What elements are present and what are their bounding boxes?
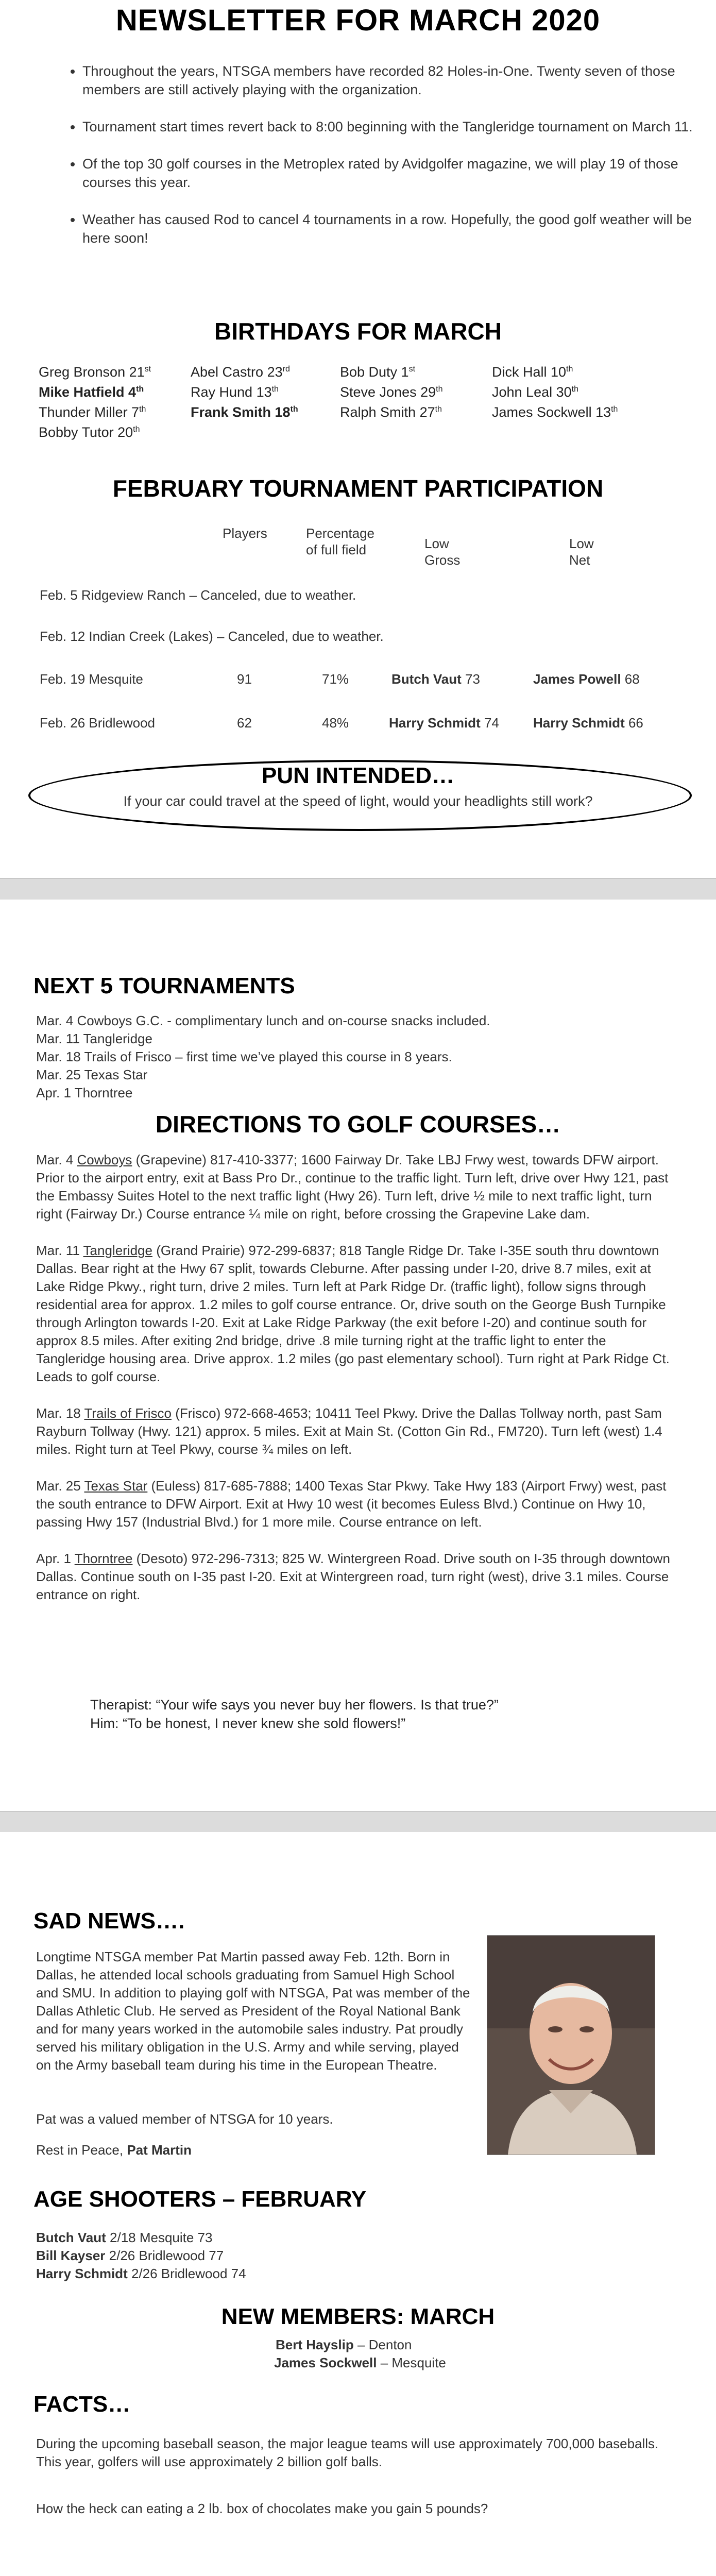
- participation-table: [0, 526, 716, 783]
- directions-title: DIRECTIONS TO GOLF COURSES…: [155, 1111, 561, 1138]
- next5-list: [36, 1012, 680, 1102]
- row-label: Feb. 19 Mesquite: [40, 671, 143, 687]
- sad-news-title: SAD NEWS….: [33, 1908, 185, 1934]
- new-members-list: [276, 2336, 446, 2372]
- announcement-item: • Weather has caused Rod to cancel 4 tournaments in a row. Hopefully, the good golf weather will be here soon!: [82, 210, 716, 247]
- birthday-entry: Dick Hall 10th: [492, 364, 573, 380]
- age-shooter: Bill Kayser 2/26 Bridlewood 77: [36, 2248, 224, 2263]
- next5-item: Mar. 18 Trails of Frisco – first time we’ve played this course in 8 years.: [36, 1049, 452, 1064]
- row-label: Feb. 12 Indian Creek (Lakes) – Canceled, due to weather.: [40, 629, 384, 644]
- birthday-entry: Steve Jones 29th: [340, 384, 443, 400]
- announcement-item: • Of the top 30 golf courses in the Metroplex rated by Avidgolfer magazine, we will play 19 of those courses this year.: [82, 155, 716, 192]
- row-label: Feb. 5 Ridgeview Ranch – Canceled, due to weather.: [40, 587, 356, 603]
- course-name: Thorntree: [74, 1551, 133, 1566]
- direction-item: Mar. 25 Texas Star (Euless) 817-685-7888; 1400 Texas Star Pkwy. Take Hwy 183 (Airport Frwy) west, past the south entrance to DFW Airport. Exit at Hwy 10 west (it becomes Euless Blvd.) Continue on Hwy 10, passing Hwy 157 (Industrial Blvd.) for 1 more mile. Course entrance on left.: [36, 1478, 667, 1530]
- header-players: Players: [223, 526, 267, 541]
- therapist-joke: [90, 1696, 657, 1733]
- row-players: 62: [237, 715, 252, 731]
- page-3: [0, 1832, 716, 2576]
- birthdays-list: [39, 361, 646, 441]
- row-low-gross: Harry Schmidt 74: [389, 715, 499, 731]
- announcement-item: • Tournament start times revert back to 8:00 beginning with the Tangleridge tournament on March 11.: [82, 117, 716, 136]
- header-low-net: Low: [569, 536, 594, 551]
- next5-item: Mar. 4 Cowboys G.C. - complimentary lunch and on-course snacks included.: [36, 1013, 490, 1028]
- birthday-entry: Mike Hatfield 4th: [39, 384, 144, 400]
- row-percentage: 48%: [322, 715, 349, 731]
- row-percentage: 71%: [322, 671, 349, 687]
- age-shooters-list: [36, 2229, 246, 2283]
- birthday-entry: Bob Duty 1st: [340, 364, 416, 380]
- birthday-entry: John Leal 30th: [492, 384, 578, 400]
- new-member: James Sockwell – Mesquite: [274, 2355, 446, 2370]
- pat-martin-photo: [487, 1935, 655, 2155]
- row-label: Feb. 26 Bridlewood: [40, 715, 156, 731]
- next5-title: NEXT 5 TOURNAMENTS: [33, 973, 295, 998]
- header-gross: Gross: [424, 552, 461, 568]
- next5-item: Mar. 11 Tangleridge: [36, 1031, 152, 1046]
- header-net: Net: [569, 552, 590, 568]
- age-shooter: Butch Vaut 2/18 Mesquite 73: [36, 2230, 213, 2245]
- birthday-entry: Thunder Miller 7th: [39, 404, 146, 420]
- sad-news-text: Longtime NTSGA member Pat Martin passed away Feb. 12th. Born in Dallas, he attended local schools graduating from Samuel High School and SMU. In addition to playing golf with NTSGA, Pat was member of the Dallas Athletic Club. He served as President of the Royal National Bank and for many years worked in the automobile sales industry. Pat proudly served his military obligation in the U.S. Army and while serving, played on the Army baseball team during his time in the European Theatre.: [36, 1949, 470, 2073]
- announcement-list: [36, 62, 716, 266]
- facts-text2: How the heck can eating a 2 lb. box of chocolates make you gain 5 pounds?: [36, 2501, 488, 2516]
- birthday-entry: James Sockwell 13th: [492, 404, 618, 420]
- page-divider: [0, 878, 716, 900]
- rest-in-peace: Rest in Peace, Pat Martin: [36, 2142, 192, 2158]
- birthday-entry: Abel Castro 23rd: [191, 364, 290, 380]
- course-name: Texas Star: [84, 1478, 148, 1494]
- row-low-gross: Butch Vaut 73: [391, 671, 480, 687]
- next5-item: Mar. 25 Texas Star: [36, 1067, 148, 1082]
- row-low-net: James Powell 68: [533, 671, 640, 687]
- facts-text: During the upcoming baseball season, the major league teams will use approximately 700,000 baseballs. This year, golfers will use approximately 2 billion golf balls.: [36, 2436, 659, 2469]
- new-member: Bert Hayslip – Denton: [276, 2337, 412, 2352]
- facts-title: FACTS…: [33, 2392, 131, 2417]
- course-name: Trails of Frisco: [84, 1405, 172, 1421]
- new-members-title: NEW MEMBERS: MARCH: [221, 2304, 495, 2329]
- age-shooters-title: AGE SHOOTERS – FEBRUARY: [33, 2187, 367, 2212]
- newsletter-title: NEWSLETTER FOR MARCH 2020: [115, 4, 601, 37]
- page-2: [0, 900, 716, 1811]
- joke-line: Him: “To be honest, I never knew she sold flowers!”: [90, 1716, 406, 1731]
- birthday-entry: Bobby Tutor 20th: [39, 425, 140, 440]
- birthday-entry: Ray Hund 13th: [191, 384, 279, 400]
- page-divider: [0, 1811, 716, 1833]
- birthday-entry: Frank Smith 18th: [191, 404, 298, 420]
- participation-title: FEBRUARY TOURNAMENT PARTICIPATION: [112, 475, 604, 502]
- page-1: [0, 0, 716, 878]
- joke-line: Therapist: “Your wife says you never buy her flowers. Is that true?”: [90, 1697, 499, 1713]
- direction-item: Mar. 4 Cowboys (Grapevine) 817-410-3377; 1600 Fairway Dr. Take LBJ Frwy west, towards DFW airport. Prior to the airport entry, exit at Bass Pro Dr., continue to the traffic light. Turn left, drive over Hwy 121, past the Embassy Suites Hotel to the next traffic light (Hwy 26). Turn left, drive ½ mile to next traffic light, turn right (Fairway Dr.) Course entrance ¼ mile on right, before crossing the Grapevine Lake dam.: [36, 1152, 669, 1222]
- birthday-entry: Ralph Smith 27th: [340, 404, 442, 420]
- row-low-net: Harry Schmidt 66: [533, 715, 643, 731]
- direction-item: Mar. 11 Tangleridge (Grand Prairie) 972-299-6837; 818 Tangle Ridge Dr. Take I-35E south thru downtown Dallas. Bear right at the Hwy 67 split, towards Cleburne. After passing under I-20, drive 8.7 miles, exit at Lake Ridge Pkwy., right turn, drive 2 miles. Turn left at Park Ridge Dr. (traffic light), follow signs through residential area for approx. 1.2 miles to golf course entrance. Or, drive south on the George Bush Turnpike through Arlington towards I-20. Exit at Lake Ridge Parkway (the exit before I-20) and continue south for approx 8.5 miles. After exiting 2nd bridge, drive .8 mile turning right at the traffic light to enter the Tangleridge housing area. Drive approx. 1.2 miles (go past elementary school). Turn right at Park Ridge Ct. Leads to golf course.: [36, 1243, 670, 1384]
- course-name: Tangleridge: [83, 1243, 152, 1258]
- directions-list: [36, 1151, 675, 1622]
- birthday-entry: Greg Bronson 21st: [39, 364, 151, 380]
- header-full-field: of full field: [306, 542, 367, 557]
- pun-text: If your car could travel at the speed of light, would your headlights still work?: [123, 793, 593, 809]
- announcement-item: • Throughout the years, NTSGA members have recorded 82 Holes-in-One. Twenty seven of those members are still actively playing with the organization.: [82, 62, 716, 99]
- row-players: 91: [237, 671, 252, 687]
- direction-item: Apr. 1 Thorntree (Desoto) 972-296-7313; 825 W. Wintergreen Road. Drive south on I-35 through downtown Dallas. Continue south on I-35 past I-20. Exit at Wintergreen road, turn right (west), drive 3.1 miles. Course entrance on right.: [36, 1551, 670, 1602]
- age-shooter: Harry Schmidt 2/26 Bridlewood 74: [36, 2266, 246, 2281]
- next5-item: Apr. 1 Thorntree: [36, 1085, 133, 1100]
- header-low-gross: Low: [424, 536, 449, 551]
- direction-item: Mar. 18 Trails of Frisco (Frisco) 972-668-4653; 10411 Teel Pkwy. Drive the Dallas Tollway north, past Sam Rayburn Tollway (Hwy. 121) approx. 5 miles. Exit at Main St. (Cotton Gin Rd., FM720). Turn left (west) 1.4 miles. Right turn at Teel Pkwy, course ¾ miles on left.: [36, 1405, 662, 1457]
- birthdays-title: BIRTHDAYS FOR MARCH: [214, 318, 502, 345]
- course-name: Cowboys: [77, 1152, 132, 1167]
- header-percentage: Percentage: [306, 526, 374, 541]
- sad-news-text2: Pat was a valued member of NTSGA for 10 years.: [36, 2111, 333, 2127]
- pun-title: PUN INTENDED…: [261, 763, 455, 788]
